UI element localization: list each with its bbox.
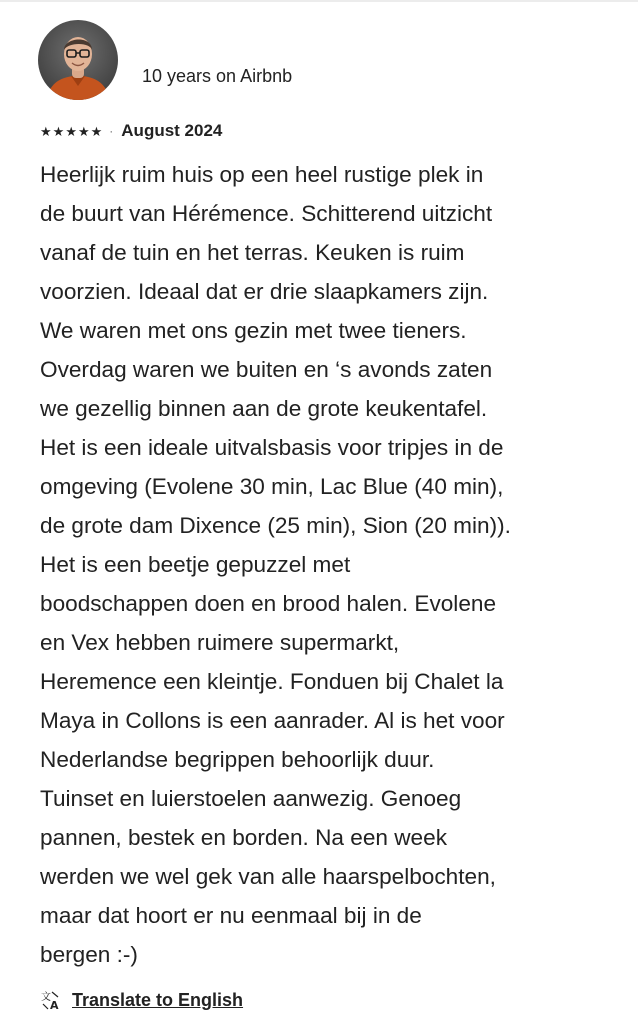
reviewer-name-redacted — [106, 8, 216, 30]
reviewer-tenure: 10 years on Airbnb — [142, 66, 293, 86]
translate-icon — [40, 989, 62, 1011]
svg-text:A: A — [50, 999, 59, 1011]
star-rating — [40, 125, 102, 138]
reviewer-header — [38, 20, 118, 100]
star-icon: ★ — [77, 123, 90, 139]
review-text: Heerlijk ruim huis op een heel rustige plek in de buurt van Hérémence. Schitterend uitzicht vanaf de tuin en het terras. Keuken is ruim voorzien. Ideaal dat er drie slaapkamers zijn. We waren met ons gezin met twee tieners. Overdag waren we buiten en ‘s avonds zaten we gezellig binnen aan de grote keukentafel. Het is een ideale uitvalsbasis voor tripjes in de omgeving (Evolene 30 min, Lac Blue (40 min), de grote dam Dixence (25 min), Sion (20 min)). Het is een beetje gepuzzel met boodschappen doen en brood halen. Evolene en Vex hebben ruimere supermarkt, Heremence een kleintje. Fonduen bij Chalet la Maya in Collons is een aanrader. Al is het voor Nederlandse begrippen behoorlijk duur. Tuinset en luierstoelen aanwezig. Genoeg pannen, bestek en borden. Na een week werden we wel gek van alle haarspelbochten, maar dat hoort er nu eenmaal bij in de bergen :-) — [40, 162, 511, 967]
star-icon: ★ — [90, 123, 103, 139]
star-icon: ★ — [65, 123, 77, 139]
translate-to-english-link[interactable]: Translate to English — [72, 989, 244, 1010]
rating-row — [40, 121, 222, 141]
review-date: August 2024 — [121, 121, 223, 140]
separator-dot: · — [109, 124, 114, 138]
reviewer-avatar[interactable] — [38, 20, 118, 100]
star-icon: ★ — [52, 123, 65, 139]
top-divider — [0, 0, 638, 2]
svg-text:文: 文 — [41, 992, 51, 1003]
translate-row[interactable] — [40, 989, 243, 1011]
star-icon: ★ — [40, 123, 52, 139]
avatar-image — [38, 20, 118, 100]
